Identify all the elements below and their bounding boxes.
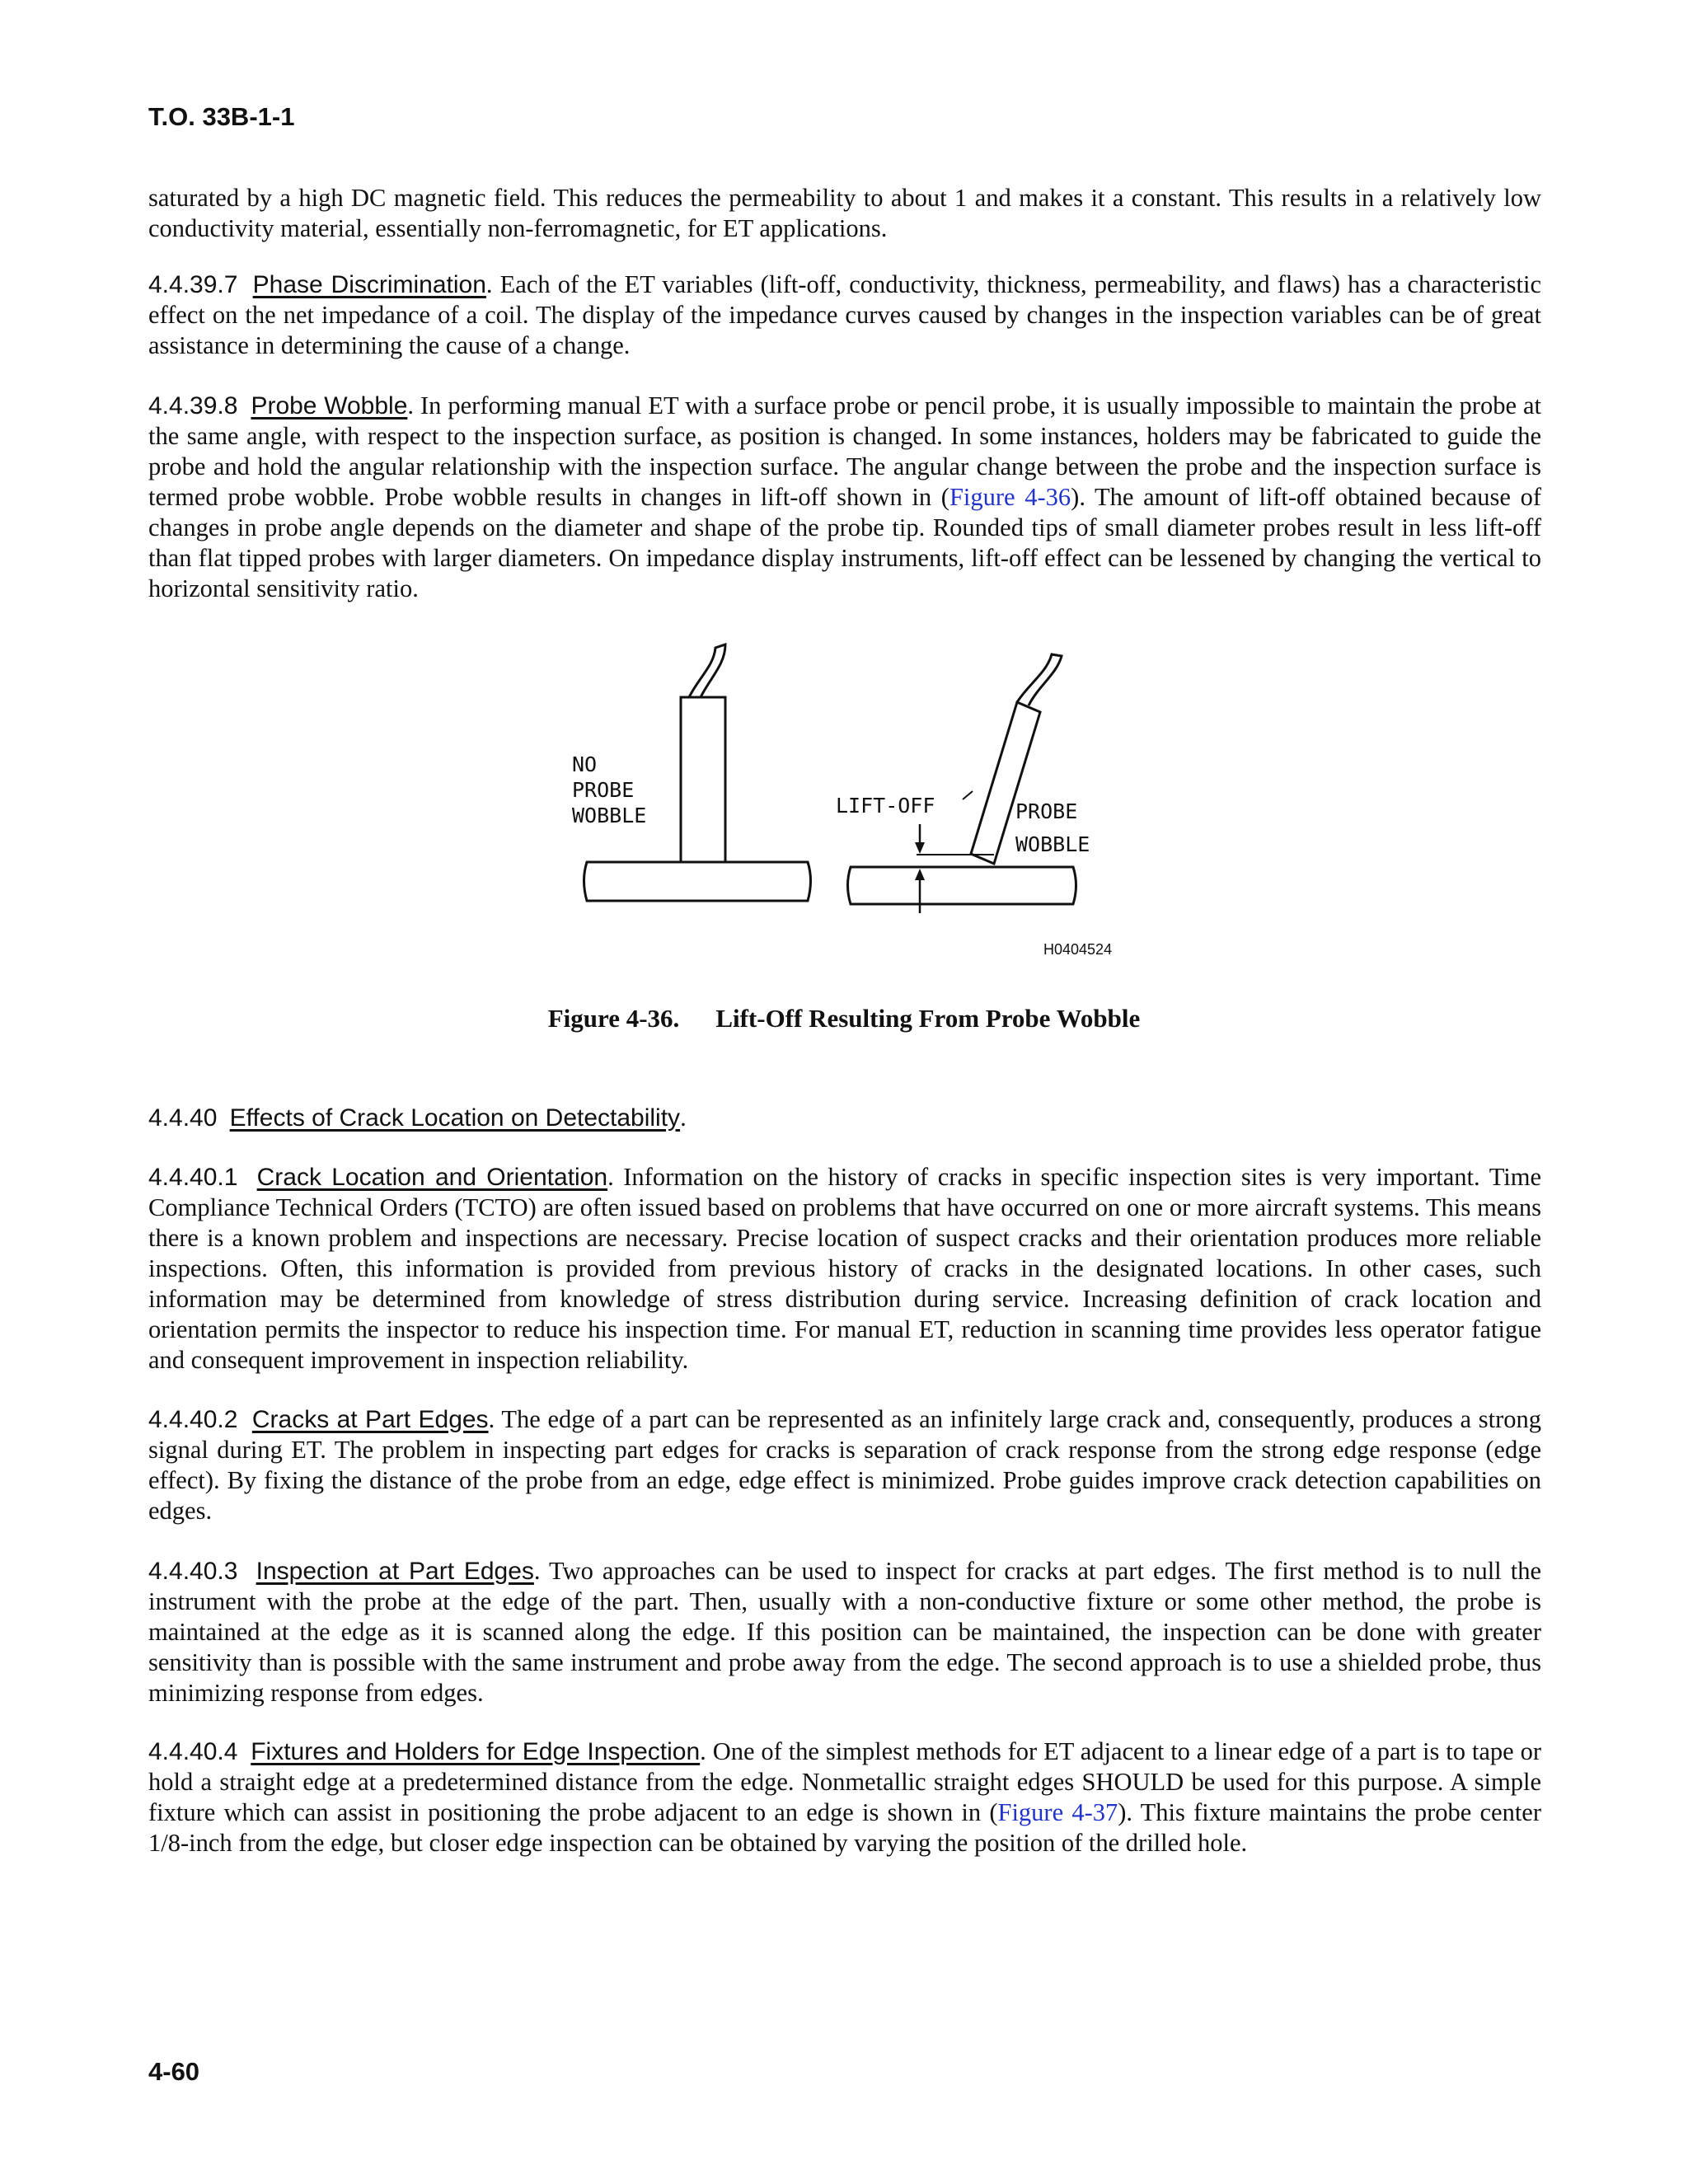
section-number: 4.4.39.8 bbox=[148, 392, 238, 419]
page-number: 4-60 bbox=[148, 2057, 200, 2086]
section-heading: Fixtures and Holders for Edge Inspection bbox=[251, 1738, 701, 1765]
left-probe-cable bbox=[689, 644, 725, 697]
section-number: 4.4.40.3 bbox=[148, 1558, 238, 1585]
section-heading: Cracks at Part Edges bbox=[251, 1406, 489, 1433]
section-number: 4.4.39.7 bbox=[148, 271, 238, 298]
paragraph-text: ). This fixture maintains the probe center 1/8-inch from the edge, but closer edge inspection can be obtained by varying the position of the drilled hole. bbox=[148, 1798, 1541, 1857]
right-probe-cable bbox=[1017, 654, 1062, 705]
figure-caption bbox=[0, 1004, 1688, 1033]
probe-wobble-probe-label: PROBE bbox=[1015, 799, 1078, 823]
liftoff-arrowhead-down bbox=[915, 842, 925, 854]
probe-wobble-wobble-label: WOBBLE bbox=[1015, 832, 1090, 856]
liftoff-leader-line bbox=[963, 791, 973, 799]
paragraph-text: ). The amount of lift-off obtained because of changes in probe angle depends on the diameter and shape of the probe tip. Rounded tips of small diameter probes result in less lift-off than flat tipped probes with larger diameters. On impedance display instruments, lift-off effect can be lessened by changing the vertical to horizontal sensitivity ratio. bbox=[148, 483, 1541, 602]
probe-wobble-figure bbox=[0, 0, 1688, 972]
section-number: 4.4.40.1 bbox=[148, 1164, 238, 1191]
section-number: 4.4.40.4 bbox=[148, 1738, 238, 1765]
section-4-4-39-8: 4.4.39.8 Probe Wobble. In performing manual ET with a surface probe or pencil probe, it is usually impossible to maintain the probe at the same angle, with respect to the inspection surface, as position is changed. In some instances, holders may be fabricated to guide the probe and hold the angular relationship with the inspection surface. The angular change between the probe and the inspection surface is termed probe wobble. Probe wobble results in changes in lift-off shown in (Figure 4-36). The amount of lift-off obtained because of changes in probe angle depends on the diameter and shape of the probe tip. Rounded tips of small diameter probes result in less lift-off than flat tipped probes with larger diameters. On impedance display instruments, lift-off effect can be lessened by changing the vertical to horizontal sensitivity ratio. bbox=[148, 391, 1541, 602]
figure-4-37-link[interactable]: Figure 4-37 bbox=[997, 1798, 1118, 1826]
figure-4-36-link[interactable]: Figure 4-36 bbox=[949, 483, 1071, 511]
section-heading: Crack Location and Orientation bbox=[256, 1164, 608, 1191]
figure-id: H0404524 bbox=[1043, 941, 1113, 958]
section-4-4-40-3: 4.4.40.3 Inspection at Part Edges. Two approaches can be used to inspect for cracks at part edges. The first method is to null the instrument with the probe at the edge of the part. Then, usually with a non-conductive fixture or some other method, the probe is maintained at the edge as it is scanned along the edge. If this position can be maintained, the inspection can be done with greater sensitivity than is possible with the same instrument and probe away from the edge. The second approach is to use a shielded probe, thus minimizing response from edges. bbox=[148, 1557, 1541, 1707]
section-number: 4.4.40.2 bbox=[148, 1406, 238, 1433]
section-number: 4.4.40 bbox=[148, 1104, 218, 1132]
section-4-4-40-4: 4.4.40.4 Fixtures and Holders for Edge Inspection. One of the simplest methods for ET adjacent to a linear edge of a part is to tape or hold a straight edge at a predetermined distance from the edge. Nonmetallic straight edges SHOULD be used for this purpose. A simple fixture which can assist in positioning the probe adjacent to an edge is shown in (Figure 4-37). This fixture maintains the probe center 1/8-inch from the edge, but closer edge inspection can be obtained by varying the position of the drilled hole. bbox=[148, 1737, 1541, 1857]
paragraph-text: One of the simplest methods for ET adjacent to a linear edge of a part is to tape or hold a straight edge at a predetermined distance from the edge. Nonmetallic straight edges SHOULD be used for this purpose. A simple fixture which can assist in positioning the probe adjacent to an edge is shown in ( bbox=[148, 1737, 1541, 1826]
section-4-4-40-2: 4.4.40.2 Cracks at Part Edges. The edge of a part can be represented as an infinitely large crack and, consequently, produces a strong signal during ET. The problem in inspecting part edges for cracks is separation of crack response from the strong edge response (edge effect). By fixing the distance of the probe from an edge, edge effect is minimized. Probe guides improve crack detection capabilities on edges. bbox=[148, 1405, 1541, 1525]
figure-caption-title: Lift-Off Resulting From Probe Wobble bbox=[715, 1004, 1141, 1033]
section-heading: Phase Discrimination bbox=[252, 271, 486, 298]
liftoff-label: LIFT-OFF bbox=[836, 794, 935, 818]
section-heading: Effects of Crack Location on Detectability bbox=[229, 1104, 681, 1132]
wobble-label: WOBBLE bbox=[572, 804, 647, 827]
section-4-4-40-1: 4.4.40.1 Crack Location and Orientation. Information on the history of cracks in specific inspection sites is very important. Time Compliance Technical Orders (TCTO) are often issued based on problems that have occurred on one or more aircraft systems. This means there is a known problem and inspections are necessary. Precise location of suspect cracks and their orientation produces more reliable inspections. Often, this information is provided from previous history of cracks in the designated locations. In other cases, such information may be determined from knowledge of stress distribution during service. Increasing definition of crack location and orientation permits the inspector to reduce his inspection time. For manual ET, reduction in scanning time provides less operator fatigue and consequent improvement in inspection reliability. bbox=[148, 1163, 1541, 1374]
document-id: T.O. 33B-1-1 bbox=[148, 102, 295, 131]
paragraph-text: Each of the ET variables (lift-off, conductivity, thickness, permeability, and flaws) has a characteristic effect on the net impedance of a coil. The display of the impedance curves caused by changes in the inspection variables can be of great assistance in determining the cause of a change. bbox=[148, 270, 1541, 359]
paragraph-text: Two approaches can be used to inspect for cracks at part edges. The first method is to null the instrument with the probe at the edge of the part. Then, usually with a non-conductive fixture or some other method, the probe is maintained at the edge as it is scanned along the edge. If this position can be maintained, the inspection can be done with greater sensitivity than is possible with the same instrument and probe away from the edge. The second approach is to use a shielded probe, thus minimizing response from edges. bbox=[148, 1557, 1541, 1707]
paragraph-text: saturated by a high DC magnetic field. This reduces the permeability to about 1 and makes it a constant. This results in a relatively low conductivity material, essentially non-ferromagnetic, for ET applications. bbox=[148, 184, 1541, 242]
section-4-4-40: 4.4.40 Effects of Crack Location on Detectability. bbox=[148, 1104, 687, 1132]
left-test-surface bbox=[584, 862, 811, 901]
left-probe-body bbox=[681, 697, 725, 862]
paragraph-text: In performing manual ET with a surface probe or pencil probe, it is usually impossible to maintain the probe at the same angle, with respect to the inspection surface, as position is changed. In some instances, holders may be fabricated to guide the probe and hold the angular relationship with the inspection surface. The angular change between the probe and the inspection surface is termed probe wobble. Probe wobble results in changes in lift-off shown in ( bbox=[148, 391, 1541, 511]
paragraph-text: The edge of a part can be represented as an infinitely large crack and, consequently, produces a strong signal during ET. The problem in inspecting part edges for cracks is separation of crack response from the strong edge response (edge effect). By fixing the distance of the probe from an edge, edge effect is minimized. Probe guides improve crack detection capabilities on edges. bbox=[148, 1405, 1541, 1525]
probe-label: PROBE bbox=[572, 778, 635, 802]
section-heading: Probe Wobble bbox=[251, 392, 408, 419]
section-heading: Inspection at Part Edges bbox=[256, 1558, 534, 1585]
no-label: NO bbox=[572, 752, 598, 776]
figure-caption-number: Figure 4-36. bbox=[547, 1004, 680, 1033]
right-test-surface bbox=[848, 867, 1076, 904]
paragraph-text: Information on the history of cracks in specific inspection sites is very important. Time Compliance Technical Orders (TCTO) are often issued based on problems that have occurred on one or more aircraft systems. This means there is a known problem and inspections are necessary. Precise location of suspect cracks and their orientation produces more reliable inspections. Often, this information is provided from previous history of cracks in the designated locations. In other cases, such information may be determined from knowledge of stress distribution during service. Increasing definition of crack location and orientation permits the inspector to reduce his inspection time. For manual ET, reduction in scanning time provides less operator fatigue and consequent improvement in inspection reliability. bbox=[148, 1163, 1541, 1374]
section-4-4-39-7: 4.4.39.7 Phase Discrimination. Each of the ET variables (lift-off, conductivity, thickness, permeability, and flaws) has a characteristic effect on the net impedance of a coil. The display of the impedance curves caused by changes in the inspection variables can be of great assistance in determining the cause of a change. bbox=[148, 270, 1541, 359]
